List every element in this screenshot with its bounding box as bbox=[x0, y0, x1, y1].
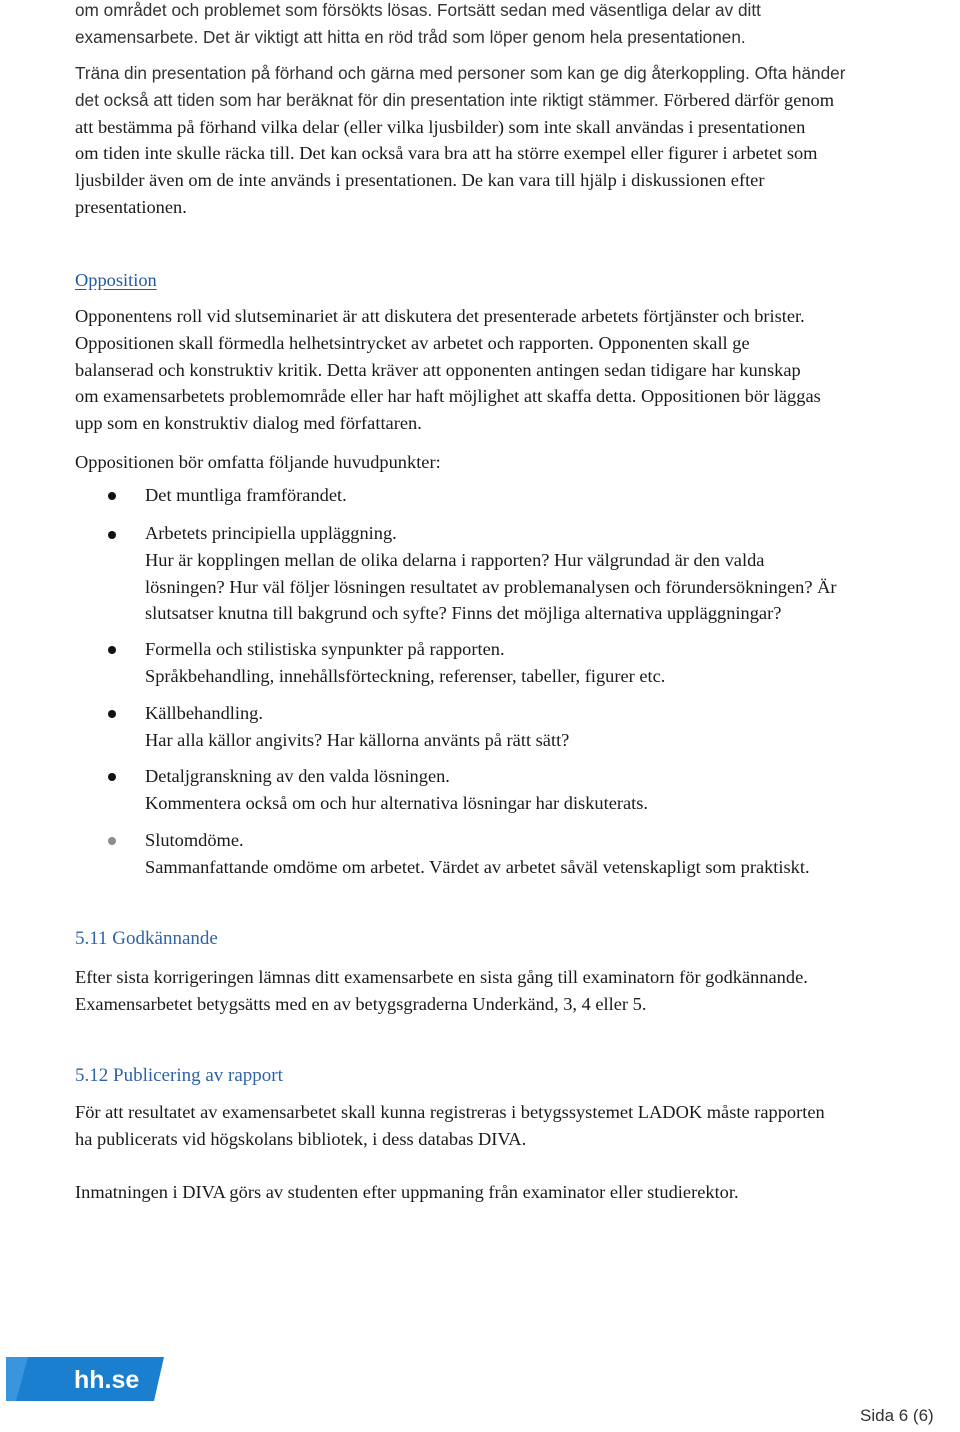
list-item-line: Språkbehandling, innehållsförteckning, referenser, tabeller, figurer etc. bbox=[145, 665, 666, 686]
list-intro: Oppositionen bör omfatta följande huvudpunkter: bbox=[75, 452, 441, 472]
list-item-line: Detaljgranskning av den valda lösningen. bbox=[145, 766, 450, 786]
list-item-line: slutsatser knutna till bakgrund och syfte? Finns det möjliga alternativa uppläggningar? bbox=[145, 603, 782, 624]
bullet-icon bbox=[108, 837, 116, 845]
list-item bbox=[145, 827, 925, 881]
opposition-line: Opponentens roll vid slutseminariet är att diskutera det presenterade arbetets förtjänster och brister. bbox=[75, 306, 805, 326]
opposition-line: Oppositionen skall förmedla helhetsintrycket av arbetet och rapporten. Opponenten skall ge bbox=[75, 332, 750, 353]
godkannande-line: Examensarbetet betygsätts med en av betygsgraderna Underkänd, 3, 4 eller 5. bbox=[75, 993, 647, 1014]
list-item bbox=[145, 636, 925, 690]
opposition-paragraph bbox=[75, 303, 915, 437]
list-item-line: Hur är kopplingen mellan de olika delarna i rapporten? Hur välgrundad är den valda bbox=[145, 549, 765, 570]
list-item bbox=[145, 700, 925, 754]
publicering-line: För att resultatet av examensarbetet skall kunna registreras i betygssystemet LADOK måste rapporten bbox=[75, 1102, 825, 1122]
list-item-line: lösningen? Hur väl följer lösningen resultatet av problemanalysen och förundersökningen? Är bbox=[145, 576, 837, 597]
bullet-icon bbox=[108, 646, 116, 654]
intro-paragraph bbox=[75, 0, 915, 51]
list-item-line: Sammanfattande omdöme om arbetet. Värdet av arbetet såväl vetenskapligt som praktiskt. bbox=[145, 856, 810, 877]
practice-line: att bestämma på förhand vilka delar (eller vilka ljusbilder) som inte skall användas i presentationen bbox=[75, 116, 806, 137]
list-item bbox=[145, 520, 925, 627]
list-item-line: Har alla källor angivits? Har källorna använts på rätt sätt? bbox=[145, 729, 570, 750]
practice-line: om tiden inte skulle räcka till. Det kan också vara bra att ha större exempel eller figurer i arbetet som bbox=[75, 143, 818, 164]
section-heading-godkannande: 5.11 Godkännande bbox=[75, 928, 218, 949]
list-item-line: Det muntliga framförandet. bbox=[145, 485, 347, 505]
publicering-note: Inmatningen i DIVA görs av studenten efter uppmaning från examinator eller studierektor. bbox=[75, 1182, 739, 1202]
practice-line: Förbered därför genom bbox=[663, 89, 835, 110]
list-item-line: Källbehandling. bbox=[145, 703, 263, 723]
bullet-icon bbox=[108, 773, 116, 781]
hh-logo bbox=[6, 1357, 164, 1401]
godkannande-paragraph bbox=[75, 964, 915, 1018]
intro-line: examensarbete. Det är viktigt att hitta en röd tråd som löper genom hela presentationen. bbox=[75, 26, 746, 47]
opposition-heading: Opposition bbox=[75, 270, 157, 290]
opposition-line: om examensarbetets problemområde eller har haft möjlighet att skaffa detta. Oppositionen bör läggas bbox=[75, 386, 821, 407]
opposition-heading-wrap bbox=[75, 267, 915, 294]
practice-line: Träna din presentation på förhand och gärna med personer som kan ge dig återkoppling. Ofta händer bbox=[75, 63, 846, 83]
practice-paragraph bbox=[75, 60, 915, 221]
publicering-paragraph bbox=[75, 1099, 915, 1153]
practice-line: ljusbilder även om de inte används i presentationen. De kan vara till hjälp i diskussionen efter bbox=[75, 170, 765, 191]
intro-line: om området och problemet som försökts lösas. Fortsätt sedan med väsentliga delar av ditt bbox=[75, 0, 761, 20]
practice-line: presentationen. bbox=[75, 196, 187, 217]
bullet-icon bbox=[108, 492, 116, 500]
hh-logo-shape bbox=[6, 1357, 164, 1401]
list-item-line: Slutomdöme. bbox=[145, 830, 244, 850]
list-item-line: Kommentera också om och hur alternativa lösningar har diskuterats. bbox=[145, 792, 649, 813]
godkannande-line: Efter sista korrigeringen lämnas ditt examensarbete en sista gång till examinatorn för godkännande. bbox=[75, 967, 808, 987]
practice-line: det också att tiden som har beräknat för din presentation inte riktigt stämmer. bbox=[75, 89, 664, 110]
opposition-line: balanserad och konstruktiv kritik. Detta kräver att opponenten antingen sedan tidigare har kunskap bbox=[75, 359, 801, 380]
bullet-icon bbox=[108, 531, 116, 539]
list-item bbox=[145, 482, 925, 509]
list-item bbox=[145, 763, 925, 817]
opposition-line: upp som en konstruktiv dialog med författaren. bbox=[75, 413, 422, 434]
page-number: Sida 6 (6) bbox=[860, 1406, 934, 1425]
bullet-icon bbox=[108, 710, 116, 718]
publicering-line: ha publicerats vid högskolans bibliotek, i dess databas DIVA. bbox=[75, 1128, 527, 1149]
list-item-line: Formella och stilistiska synpunkter på rapporten. bbox=[145, 639, 505, 659]
list-item-line: Arbetets principiella uppläggning. bbox=[145, 523, 397, 543]
logo-text: hh.se bbox=[74, 1366, 140, 1394]
section-heading-publicering: 5.12 Publicering av rapport bbox=[75, 1065, 283, 1086]
